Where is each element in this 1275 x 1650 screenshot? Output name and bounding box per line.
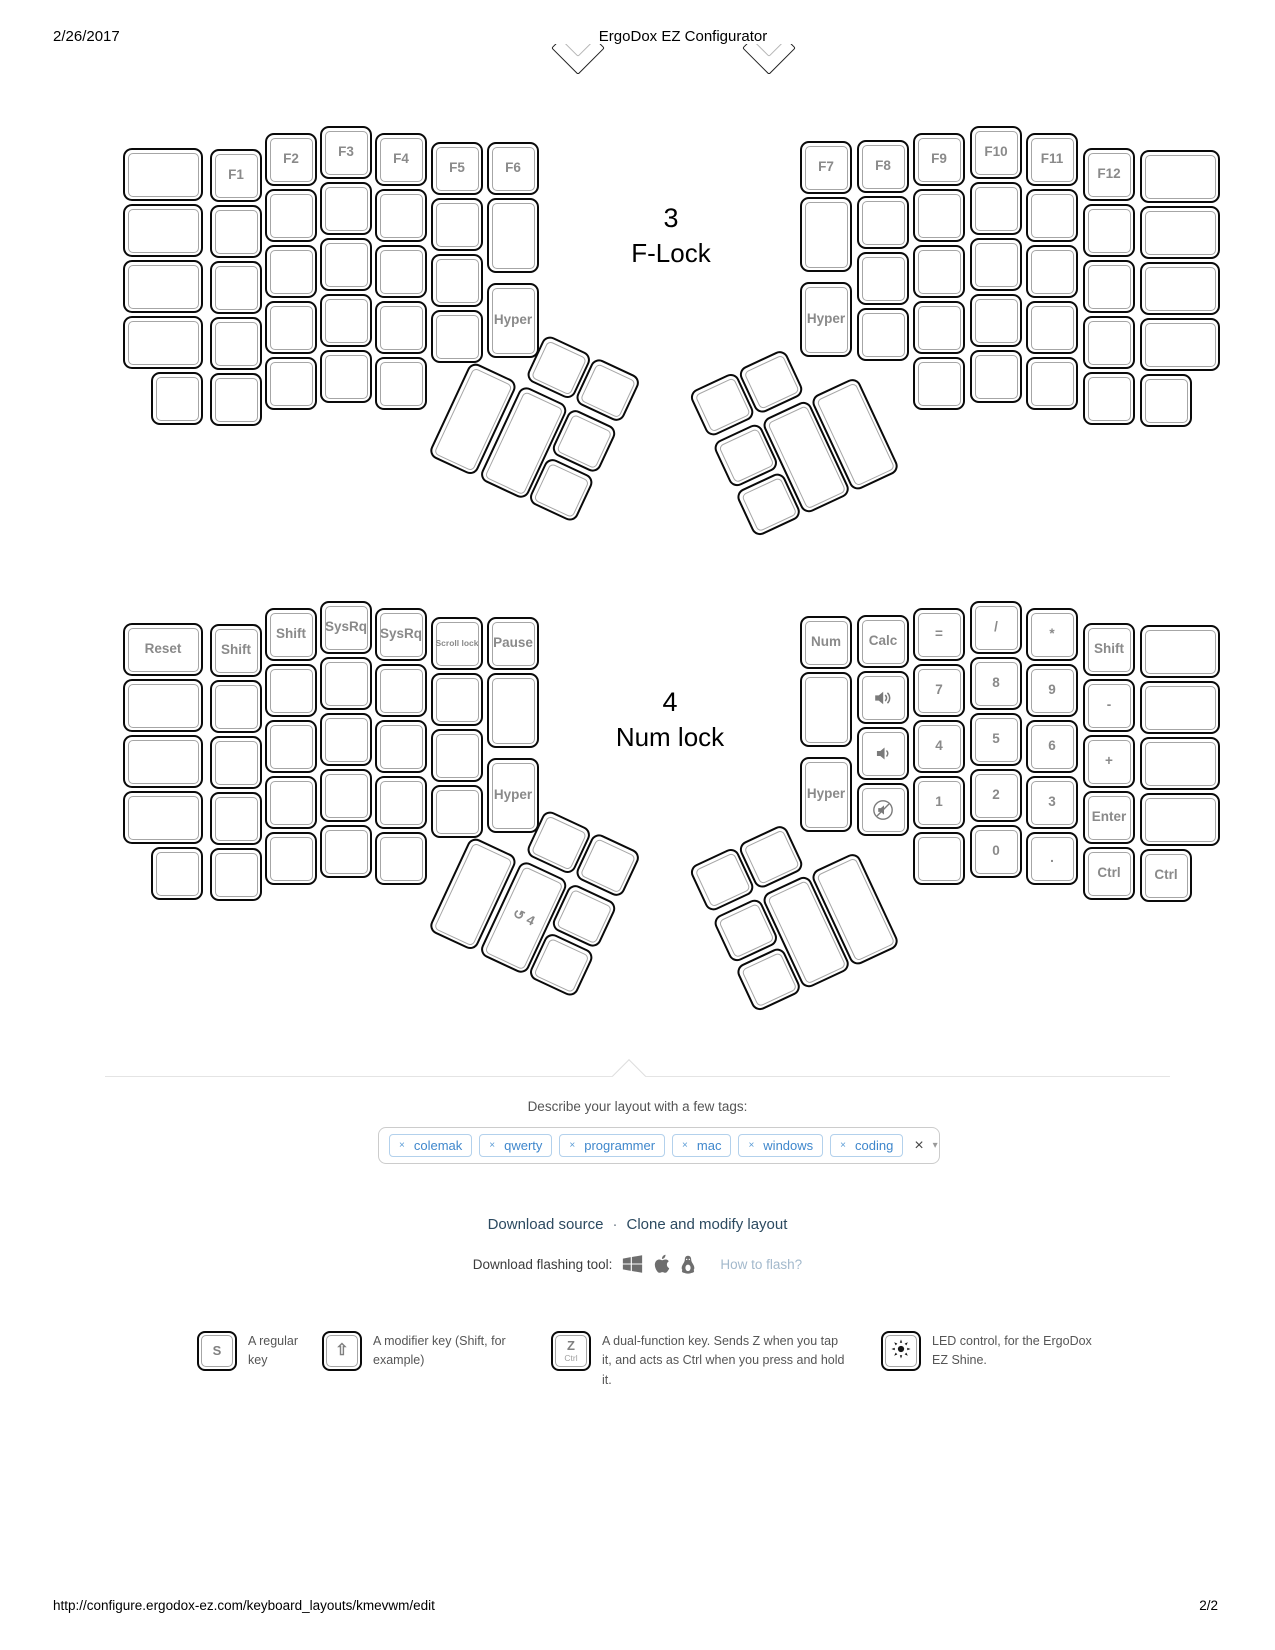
layer-3-right-half-key-c4r1[interactable] — [1026, 189, 1078, 242]
layer-4-right-half-key-c6r1[interactable] — [1140, 681, 1220, 734]
key-label: Scroll lock — [435, 637, 479, 648]
layer-3-right-half-key-c3r4[interactable] — [970, 350, 1022, 403]
key-label: ↺ 4 — [510, 905, 538, 929]
layer-4-left-half-key-c4r0[interactable] — [375, 608, 427, 661]
layer-3-left-half-key-c4r4[interactable] — [375, 357, 427, 410]
layer-3-label — [551, 203, 791, 268]
key-label: Hyper — [493, 787, 533, 803]
layer-4-right-half-key-c0t1[interactable] — [800, 672, 852, 747]
key-label: Z — [567, 1337, 575, 1353]
layer-3-right-half-key-c5r4[interactable] — [1083, 372, 1135, 425]
key-label: F6 — [505, 160, 521, 176]
tags-prompt: Describe your layout with a few tags: — [527, 1099, 748, 1114]
layer-number: 3 — [663, 203, 679, 233]
layer-4-right-half-key-c4r3[interactable] — [1026, 776, 1078, 829]
key-label: F1 — [228, 167, 244, 183]
footer-url: http://configure.ergodox-ez.com/keyboard_layouts/kmevwm/edit — [53, 1598, 435, 1613]
layer-4-left-half-key-c4r2[interactable] — [375, 720, 427, 773]
layer-3-left-half-key-c4r0[interactable] — [375, 133, 427, 186]
layer-4-left-half-key-c2r1[interactable] — [265, 664, 317, 717]
how-to-flash-link[interactable]: How to flash? — [720, 1256, 803, 1272]
layer-3-right-half-key-c0t1[interactable] — [800, 197, 852, 272]
layer-3-left-half-key-c1r4[interactable] — [210, 373, 262, 426]
tag-pill-coding[interactable] — [830, 1134, 903, 1157]
key-label: Shift — [221, 642, 251, 658]
cutoff-key-fragment — [535, 44, 619, 74]
layer-4-right-half-key-c4r2[interactable] — [1026, 720, 1078, 773]
layer-3-left-half-key-c0r3[interactable] — [123, 316, 203, 369]
key-label: F3 — [338, 144, 354, 160]
key-label: Shift — [1094, 641, 1124, 657]
key-label: * — [1049, 626, 1055, 642]
layer-3-right-half-key-c6r3[interactable] — [1140, 318, 1220, 371]
layer-4-left-half-key-c2r4[interactable] — [265, 832, 317, 885]
key-sublabel: Ctrl — [564, 1353, 578, 1364]
layer-4-right-half-key-c1r0[interactable] — [857, 615, 909, 668]
key-label: = — [935, 626, 943, 642]
layer-4-right-half-key-c4r0[interactable] — [1026, 608, 1078, 661]
layer-4-left-half-key-c5r0[interactable] — [431, 617, 483, 670]
layer-4-label — [550, 687, 790, 752]
layer-4-right-half-key-c2r4[interactable] — [913, 832, 965, 885]
layer-name: Num lock — [615, 722, 725, 752]
flashing-tool-row — [0, 1254, 1275, 1274]
layer-3-right-half-key-c1r2[interactable] — [857, 252, 909, 305]
tag-pill-colemak[interactable] — [389, 1134, 472, 1157]
layer-3-left-half-key-c6r0[interactable] — [487, 142, 539, 195]
layer-4-right-half-key-c2r2[interactable] — [913, 720, 965, 773]
clone-layout-link[interactable]: Clone and modify layout — [626, 1216, 788, 1233]
key-label: 9 — [1048, 682, 1056, 698]
layer-3-left-half-key-c5r2[interactable] — [431, 254, 483, 307]
key-label: F4 — [393, 151, 409, 167]
key-label: Hyper — [493, 312, 533, 328]
layout-actions — [0, 1216, 1275, 1233]
key-label: 8 — [992, 675, 1000, 691]
layer-4-left-half-key-c4r1[interactable] — [375, 664, 427, 717]
key-label: F10 — [984, 144, 1008, 160]
layer-3-right-half-key-c1r0[interactable] — [857, 140, 909, 193]
layer-3-right-half-key-c5r0[interactable] — [1083, 148, 1135, 201]
key-label: - — [1106, 697, 1112, 713]
layer-3-right-half-key-c1r3[interactable] — [857, 308, 909, 361]
layer-3-left-half-key-c1r1[interactable] — [210, 205, 262, 258]
key-label: Reset — [144, 641, 182, 657]
layer-4-left-half-key-c5r2[interactable] — [431, 729, 483, 782]
dual-function-keycap-sample — [551, 1331, 591, 1371]
volume-down-icon — [873, 743, 894, 764]
layer-3-left-half-key-c0r1[interactable] — [123, 204, 203, 257]
legend-item-led-key — [881, 1331, 1102, 1371]
remove-tag-icon[interactable]: × — [399, 1139, 405, 1151]
layer-4-left-half-key-c3r0[interactable] — [320, 601, 372, 654]
layer-3-right-half-key-c6r0[interactable] — [1140, 150, 1220, 203]
layer-4-left-half-key-c3r2[interactable] — [320, 713, 372, 766]
layer-4-right-half-key-c2r0[interactable] — [913, 608, 965, 661]
layer-4-left-half-key-c6t1[interactable] — [487, 673, 539, 748]
layer-3-right-half-key-c3r2[interactable] — [970, 238, 1022, 291]
layer-4-left-half-key-c1r3[interactable] — [210, 792, 262, 845]
layer-4-right-half-key-c6r4[interactable] — [1140, 849, 1192, 902]
layer-3-left-half-key-c4r3[interactable] — [375, 301, 427, 354]
key-label: F11 — [1040, 151, 1064, 167]
key-label: 1 — [935, 794, 943, 810]
layer-4-right-half-key-c5r1[interactable] — [1083, 679, 1135, 732]
layer-4-right-half-key-c1r2[interactable] — [857, 727, 909, 780]
layer-3-left-half-key-c0r2[interactable] — [123, 260, 203, 313]
legend-item-dual-function-key — [551, 1331, 850, 1390]
key-label: Ctrl — [1097, 865, 1121, 881]
layer-4-right-half-key-c1r1[interactable] — [857, 671, 909, 724]
tags-input[interactable] — [378, 1127, 940, 1164]
layer-4-right-half-key-c4r1[interactable] — [1026, 664, 1078, 717]
layer-3-right-half-key-c2r2[interactable] — [913, 245, 965, 298]
key-label: Hyper — [806, 786, 846, 802]
tag-pill-programmer[interactable] — [559, 1134, 665, 1157]
key-label: F12 — [1097, 166, 1121, 182]
key-label: SysRq — [379, 626, 423, 642]
layer-4-left-half-key-c0r1[interactable] — [123, 679, 203, 732]
download-source-link[interactable]: Download source — [487, 1216, 604, 1233]
key-label: Enter — [1091, 809, 1127, 825]
layer-4-left-half-key-c0r4[interactable] — [151, 847, 203, 900]
modifier-keycap-sample — [322, 1331, 362, 1371]
layer-3-left-half-key-c1r3[interactable] — [210, 317, 262, 370]
key-label: S — [212, 1342, 222, 1358]
layer-4-left-half-key-c0r3[interactable] — [123, 791, 203, 844]
layer-4-left-half-key-c4r3[interactable] — [375, 776, 427, 829]
layer-4-left-half-key-c3r4[interactable] — [320, 825, 372, 878]
led-keycap-sample — [881, 1331, 921, 1371]
key-label: 4 — [935, 738, 943, 754]
tag-pill-list — [389, 1134, 903, 1157]
layer-4-left-half-key-c3r3[interactable] — [320, 769, 372, 822]
layer-4-left-half-key-c2r0[interactable] — [265, 608, 317, 661]
key-label: SysRq — [324, 619, 368, 635]
link-separator: · — [612, 1216, 618, 1233]
key-label: + — [1105, 753, 1113, 769]
layer-4-left-half-key-c6r0[interactable] — [487, 617, 539, 670]
layer-3-right-half-key-c3r3[interactable] — [970, 294, 1022, 347]
layer-3-left-half-key-c1r2[interactable] — [210, 261, 262, 314]
tag-label: colemak — [413, 1138, 463, 1153]
footer-page-indicator: 2/2 — [1199, 1598, 1218, 1613]
legend-text: LED control, for the ErgoDox EZ Shine. — [932, 1334, 1092, 1368]
layer-3-left-half-key-c2r0[interactable] — [265, 133, 317, 186]
layer-name: F-Lock — [631, 238, 711, 268]
key-label: F5 — [449, 160, 465, 176]
key-label: F8 — [875, 158, 891, 174]
layer-3-left-half-key-c0r0[interactable] — [123, 148, 203, 201]
cutoff-key-fragment — [726, 44, 810, 74]
layer-4-left-half-key-c5r1[interactable] — [431, 673, 483, 726]
layer-3-right-half-key-c4r3[interactable] — [1026, 301, 1078, 354]
legend-text: A regular key — [248, 1334, 299, 1368]
layer-3-right-half-key-c2r4[interactable] — [913, 357, 965, 410]
layer-3-right-half-key-c1r1[interactable] — [857, 196, 909, 249]
layer-3-left-half-key-c6t1[interactable] — [487, 198, 539, 273]
layer-4-left-half-key-c0r0[interactable] — [123, 623, 203, 676]
layer-4-right-half-key-c6r2[interactable] — [1140, 737, 1220, 790]
tag-pill-windows[interactable] — [738, 1134, 823, 1157]
tag-label: coding — [855, 1138, 894, 1153]
key-label: Shift — [276, 626, 306, 642]
clear-tags-button[interactable]: × — [914, 1136, 924, 1154]
tags-dropdown-arrow-icon[interactable]: ▾ — [932, 1139, 938, 1151]
page-title: ErgoDox EZ Configurator — [598, 28, 768, 45]
key-label: 2 — [992, 787, 1000, 803]
layer-3-right-half-key-c4r0[interactable] — [1026, 133, 1078, 186]
key-label: Hyper — [806, 311, 846, 327]
layer-4-right-half-key-c5r3[interactable] — [1083, 791, 1135, 844]
windows-download-icon[interactable] — [622, 1255, 643, 1273]
layer-3-right-half-key-c5r1[interactable] — [1083, 204, 1135, 257]
layer-3-left-half-key-c3r1[interactable] — [320, 182, 372, 235]
layer-4-left-half-key-c1r2[interactable] — [210, 736, 262, 789]
key-label: 6 — [1048, 738, 1056, 754]
remove-tag-icon[interactable]: × — [682, 1139, 688, 1151]
layer-4-right-half-key-c2r3[interactable] — [913, 776, 965, 829]
layer-3-right-half-key-c3r0[interactable] — [970, 126, 1022, 179]
layer-4-right-half-key-c0r0[interactable] — [800, 616, 852, 669]
tag-pill-qwerty[interactable] — [479, 1134, 552, 1157]
layer-4-right-half-key-c2r1[interactable] — [913, 664, 965, 717]
layer-3-right-half-key-c2r1[interactable] — [913, 189, 965, 242]
key-label: / — [994, 619, 998, 635]
legend-text: A modifier key (Shift, for example) — [373, 1334, 506, 1368]
tag-label: qwerty — [504, 1138, 543, 1153]
layer-4-right-half-key-c5r4[interactable] — [1083, 847, 1135, 900]
layer-4-right-half-key-c6r3[interactable] — [1140, 793, 1220, 846]
linux-download-icon[interactable] — [680, 1255, 696, 1274]
layer-3-right-half-key-c2r0[interactable] — [913, 133, 965, 186]
layer-3-left-half-key-c5r0[interactable] — [431, 142, 483, 195]
layer-3-left-half-key-c2r4[interactable] — [265, 357, 317, 410]
regular-keycap-sample — [197, 1331, 237, 1371]
apple-download-icon[interactable] — [653, 1254, 670, 1274]
layer-4-right-half-key-c3r4[interactable] — [970, 825, 1022, 878]
layer-4-left-half-key-c2r2[interactable] — [265, 720, 317, 773]
layer-3-right-half-key-c5r2[interactable] — [1083, 260, 1135, 313]
key-label: Calc — [868, 633, 898, 649]
key-label: 3 — [1048, 794, 1056, 810]
legend-item-modifier-key — [322, 1331, 509, 1371]
key-label: Pause — [493, 635, 533, 651]
key-label: Ctrl — [1154, 867, 1178, 883]
layer-3-left-half-key-c0r4[interactable] — [151, 372, 203, 425]
layer-4-left-half-key-c1r0[interactable] — [210, 624, 262, 677]
layer-3-right-half-key-c2r3[interactable] — [913, 301, 965, 354]
key-label: 7 — [935, 682, 943, 698]
layer-3-left-half-key-c2r3[interactable] — [265, 301, 317, 354]
layer-3-right-half-key-c4r4[interactable] — [1026, 357, 1078, 410]
led-icon — [890, 1338, 912, 1363]
tag-label: programmer — [584, 1138, 656, 1153]
key-label: F9 — [931, 151, 947, 167]
layer-3-left-half-key-c2r1[interactable] — [265, 189, 317, 242]
layer-3-right-half-key-c6r2[interactable] — [1140, 262, 1220, 315]
layer-3-right-half-key-c4r2[interactable] — [1026, 245, 1078, 298]
layer-4-right-half-key-c3r1[interactable] — [970, 657, 1022, 710]
key-label: F2 — [283, 151, 299, 167]
layer-3-left-half-key-c3r4[interactable] — [320, 350, 372, 403]
volume-up-icon — [872, 687, 894, 709]
key-label: F7 — [818, 159, 834, 175]
layer-3-left-half-key-c5r1[interactable] — [431, 198, 483, 251]
shift-arrow-icon: ⇧ — [335, 1342, 349, 1360]
legend-text: A dual-function key. Sends Z when you tap it, and acts as Ctrl when you press and hold it. — [602, 1334, 845, 1387]
tag-label: mac — [696, 1138, 722, 1153]
layer-4-right-half-key-c5r2[interactable] — [1083, 735, 1135, 788]
layer-3-left-half-key-c3r2[interactable] — [320, 238, 372, 291]
layer-4-left-half-key-c1r1[interactable] — [210, 680, 262, 733]
layer-4-left-half-key-c1r4[interactable] — [210, 848, 262, 901]
layer-4-right-half-key-c6r0[interactable] — [1140, 625, 1220, 678]
layer-4-right-half-key-c3r3[interactable] — [970, 769, 1022, 822]
flashing-tool-label: Download flashing tool: — [472, 1256, 613, 1272]
volume-mute-icon — [872, 799, 894, 821]
legend-item-regular-key — [197, 1331, 314, 1371]
layer-4-left-half-key-c2r3[interactable] — [265, 776, 317, 829]
layer-4-right-half-key-c1r3[interactable] — [857, 783, 909, 836]
layer-3-left-half-key-c4r1[interactable] — [375, 189, 427, 242]
layer-3-right-half-key-c3r1[interactable] — [970, 182, 1022, 235]
layer-4-right-half-key-c5r0[interactable] — [1083, 623, 1135, 676]
key-label: 5 — [992, 731, 1000, 747]
key-label: Num — [811, 634, 841, 650]
layer-4-right-half-key-c4r4[interactable] — [1026, 832, 1078, 885]
layer-3-right-half-key-c0r0[interactable] — [800, 141, 852, 194]
remove-tag-icon[interactable]: × — [489, 1139, 496, 1151]
layer-3-left-half-key-c3r0[interactable] — [320, 126, 372, 179]
remove-tag-icon[interactable]: × — [840, 1139, 846, 1151]
section-divider — [105, 1076, 1170, 1077]
layer-number: 4 — [662, 687, 678, 717]
print-date: 2/26/2017 — [53, 28, 120, 45]
layer-3-left-half-key-c3r3[interactable] — [320, 294, 372, 347]
tag-pill-mac[interactable] — [672, 1134, 731, 1157]
divider-notch — [612, 1059, 646, 1093]
layer-3-right-half-key-c6r1[interactable] — [1140, 206, 1220, 259]
layer-4-left-half-key-c0r2[interactable] — [123, 735, 203, 788]
layer-4-right-half-key-c3r2[interactable] — [970, 713, 1022, 766]
layer-4-left-half-key-c4r4[interactable] — [375, 832, 427, 885]
remove-tag-icon[interactable]: × — [748, 1139, 755, 1151]
layer-3-left-half-key-c4r2[interactable] — [375, 245, 427, 298]
key-label: . — [1050, 850, 1054, 866]
key-label: 0 — [992, 843, 1000, 859]
layer-3-right-half-key-c5r3[interactable] — [1083, 316, 1135, 369]
layer-3-left-half-key-c1r0[interactable] — [210, 149, 262, 202]
layer-4-left-half-key-c3r1[interactable] — [320, 657, 372, 710]
layer-4-right-half-key-c3r0[interactable] — [970, 601, 1022, 654]
layer-3-right-half-key-c6r4[interactable] — [1140, 374, 1192, 427]
remove-tag-icon[interactable]: × — [569, 1139, 576, 1151]
tag-label: windows — [763, 1138, 814, 1153]
layer-3-left-half-key-c2r2[interactable] — [265, 245, 317, 298]
